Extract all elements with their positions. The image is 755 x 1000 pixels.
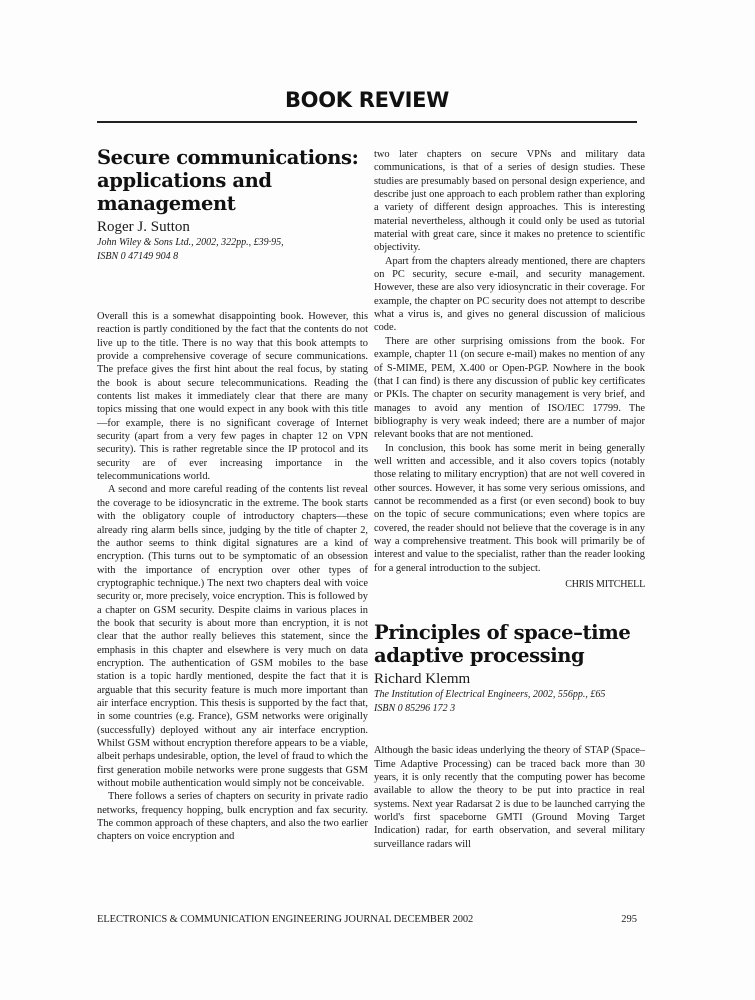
review-1-paragraph: Apart from the chapters already mentioned, there are chapters on PC security, secure e-mail, and security management. However, these are also very idiosyncratic in their coverage. For example, the chapter on PC security does not attempt to describe what a virus is, and gives no general discussion of malicious code. [374, 255, 645, 334]
review-1-publisher: John Wiley & Sons Ltd., 2002, 322pp., £39·95, [97, 237, 284, 248]
review-1-author: Roger J. Sutton [97, 219, 190, 235]
header-rule [97, 121, 637, 123]
left-column [97, 146, 368, 844]
section-title: BOOK REVIEW [284, 88, 450, 112]
review-1-paragraph: A second and more careful reading of the contents list reveal the coverage to be idiosyncratic in the extreme. The book starts with the obligatory couple of introductory chapters—these already ring alarm bells since, judging by the title of chapter 2, the author seems to think digital signatures are a kind of encryption. (This turns out to be symptomatic of an obsession with the importance of encryption over other types of cryptographic technique.) The next two chapters deal with voice security or, more precisely, voice encryption. This is followed by a chapter on GSM security. Despite claims in various places in the book that security is about more than encryption, it is not clear that the author really believes this statement, since the emphasis in this chapter and elsewhere is very much on data encryption. The authentication of GSM mobiles to the base station is a topic hardly mentioned, despite the fact that it is arguable that this security feature is much more important than air interface encryption. This thesis is supported by the fact that, in some countries (e.g. France), GSM networks were originally (successfully) deployed without any air interface encryption. Whilst GSM without encryption therefore appears to be a viable, albeit perhaps undesirable, option, the level of fraud to which the first generation mobile networks were prone suggests that GSM without mobile authentication would simply not be conceivable. [97, 484, 368, 790]
review-1-isbn: ISBN 0 47149 904 8 [97, 251, 179, 262]
review-1-paragraph: In conclusion, this book has some merit in being generally well written and accessible, and it also covers topics (notably those relating to military encryption) that are not well covered in other sources. However, it has some very serious omissions, and cannot be recommended as a first (or even second) book to buy on the topic of secure communications; even where topics are covered, the reader should not believe that the coverage is in any way a comprehensive treatment. This book will primarily be of interest and value to the specialist, rather than the reader looking for a general introduction to the subject. [374, 442, 645, 574]
review-2-paragraph: Although the basic ideas underlying the theory of STAP (Space–Time Adaptive Processing) can be traced back more than 30 years, it is only recently that the computing power has become available to allow the theory to be put into practice in real systems. Next year Radarsat 2 is due to be launched carrying the world's first spaceborne GMTI (Ground Moving Target Indication) radar, for earth observation, and several military surveillance radars will [374, 745, 645, 850]
review-2-author: Richard Klemm [374, 671, 471, 688]
review-2-title: Principles of space–time adaptive processing [374, 621, 631, 668]
review-2-header [374, 621, 645, 716]
review-2-publisher: The Institution of Electrical Engineers, 2002, 556pp., £65 [374, 689, 606, 701]
review-2-isbn: ISBN 0 85296 172 3 [374, 703, 456, 715]
right-column [374, 148, 645, 851]
review-1-paragraph: Overall this is a somewhat disappointing book. However, this reaction is partly conditioned by the fact that the contents do not live up to the title. There is no way that this book attempts to provide a comprehensive coverage of secure communications. The preface gives the first hint about the real focus, by stating the book is about secure telecommunications. Reading the contents list makes it immediately clear that there are many topics missing that one would expect in any book with this title—for example, there is no significant coverage of Internet security (apart from a very few pages in chapter 12 on VPN security). This is rather regretable since the IP protocol and its security are of ever increasing importance in the telecommunications world. [97, 311, 368, 483]
review-1-paragraph: There follows a series of chapters on security in private radio networks, frequency hopping, bulk encryption and fax security. The common approach of these chapters, and also the two earlier chapters on voice encryption and [97, 791, 368, 843]
review-1-title: Secure communications: applications and management [97, 146, 359, 215]
review-1-header [97, 146, 368, 264]
journal-name: ELECTRONICS & COMMUNICATION ENGINEERING JOURNAL DECEMBER 2002 [97, 914, 474, 925]
reviewer-signature: CHRIS MITCHELL [565, 579, 645, 590]
review-1-paragraph: two later chapters on secure VPNs and military data communications, is that of a series of design studies. These studies are presumably based on personal design experience, and describe just one approach to each problem rather than exploring a variety of different design approaches. This is interesting material nevertheless, although it could only be used as tutorial material with great care, since it makes no pretence to scientific objectivity. [374, 149, 645, 254]
review-1-paragraph: There are other surprising omissions from the book. For example, chapter 11 (on secure e-mail) makes no mention of any of S-MIME, PEM, X.400 or Open-PGP. Nowhere in the book (that I can find) is there any discussion of public key certificates or PKIs. The chapter on security management is very brief, and manages to avoid any mention of ISO/IEC 17799. The bibliography is very weak indeed; there are a number of major relevant books that are not mentioned. [374, 335, 645, 441]
page-number: 295 [621, 914, 637, 925]
